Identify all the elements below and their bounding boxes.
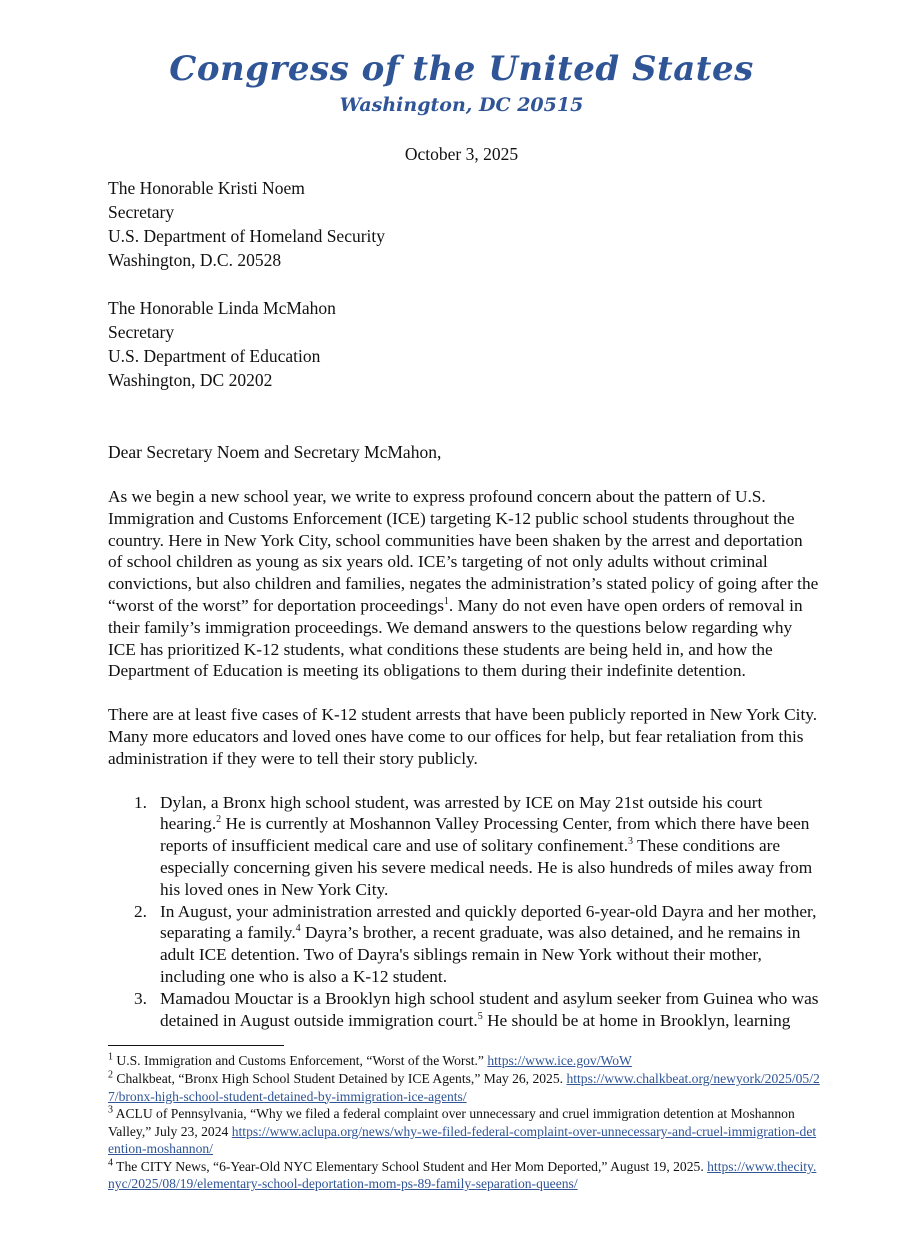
footnote-text: U.S. Immigration and Customs Enforcement, “Worst of the Worst.” [116,1053,488,1069]
footnote [108,1070,820,1105]
footnote-number: 4 [108,1157,113,1169]
footnote [108,1158,820,1193]
list-number: 3. [134,988,147,1008]
recipient-name: The Honorable Kristi Noem [108,178,305,198]
list-item [108,988,820,1032]
footnote-marker: 3 [628,836,634,848]
footnote-link[interactable]: https://www.chalkbeat.org/newyork/2025/05/27/bronx-high-school-student-detained-by-immigration-ice-agents/ [108,1070,820,1104]
letterhead-title: Congress of the United States [169,49,754,89]
list-text: Mamadou Mouctar is a Brooklyn high school student and asylum seeker from Guinea who was detained in August outside immigration court. [160,988,819,1030]
salutation: Dear Secretary Noem and Secretary McMahon, [108,442,442,462]
paragraph-text: As we begin a new school year, we write to express profound concern about the pattern of U.S. Immigration and Customs Enforcement (ICE) targeting K-12 public school students throughout the country. Here in New York City, school communities have been shaken by the arrest and deportation of school children as young as six years old. ICE’s targeting of not only adults without criminal convictions, but also children and families, negates the administration’s stated policy of going after the “worst of the worst” for deportation proceedings [108,487,819,615]
paragraph-text: . Many do not even have open orders of removal in their family’s immigration proceedings. We demand answers to the questions below regarding why ICE has prioritized K-12 students, what conditions these students are being held in, and how the Department of Education is meeting its obligations to them during their indefinite detention. [108,595,803,681]
recipient-address-2 [108,296,820,392]
list-number: 2. [134,901,147,921]
footnotes [108,1052,820,1193]
recipient-city: Washington, DC 20202 [108,370,273,390]
recipient-city: Washington, D.C. 20528 [108,250,282,270]
recipient-department: U.S. Department of Homeland Security [108,226,386,246]
footnote-number: 3 [108,1104,113,1116]
recipient-name: The Honorable Linda McMahon [108,298,336,318]
footnote-marker: 1 [443,596,449,608]
recipient-address-1 [108,176,820,272]
list-number: 1. [134,792,147,812]
footnote-marker: 5 [477,1010,483,1022]
list-item [108,901,820,988]
footnote-divider [108,1045,284,1046]
footnote-number: 1 [108,1051,113,1063]
footnote [108,1052,820,1070]
letterhead-subtitle: Washington, DC 20515 [339,94,584,116]
list-text: Dayra’s brother, a recent graduate, was also detained, and he remains in adult ICE detention. Two of Dayra's siblings remain in New York without their mother, including one who is also a K-12 student. [160,923,801,986]
list-text: Dylan, a Bronx high school student, was arrested by ICE on May 21st outside his court hearing. [160,792,763,834]
list-text: He is currently at Moshannon Valley Processing Center, from which there have been reports of insufficient medical care and use of solitary confinement. [160,814,810,856]
letter-date: October 3, 2025 [404,144,519,164]
list-item [108,792,820,901]
footnote-text: Chalkbeat, “Bronx High School Student Detained by ICE Agents,” May 26, 2025. [116,1070,567,1086]
list-text: He should be at home in Brooklyn, learning [482,1010,791,1030]
footnote-text: The CITY News, “6-Year-Old NYC Elementary School Student and Her Mom Deported,” August 19, 2025. [116,1158,708,1174]
recipient-department: U.S. Department of Education [108,346,321,366]
footnote-link[interactable]: https://www.aclupa.org/news/why-we-filed-federal-complaint-over-unnecessary-and-cruel-immigration-detention-moshannon/ [108,1123,817,1157]
paragraph-1 [108,486,820,682]
list-text: These conditions are especially concerning given his severe medical needs. He is also hundreds of miles away from his loved ones in New York City. [160,836,813,899]
paragraph-2: There are at least five cases of K-12 student arrests that have been publicly reported in New York City. Many more educators and loved ones have come to our offices for help, but fear retaliation from this administration if they were to tell their story publicly. [108,705,818,768]
footnote-text: ACLU of Pennsylvania, “Why we filed a federal complaint over unnecessary and cruel immigration detention at Moshannon Valley,” July 23, 2024 [108,1106,795,1139]
footnote-marker: 2 [216,814,222,826]
footnote-link[interactable]: https://www.thecity.nyc/2025/08/19/elementary-school-deportation-mom-ps-89-family-separation-queens/ [108,1158,817,1192]
list-text: In August, your administration arrested and quickly deported 6-year-old Dayra and her mother, separating a family. [160,901,817,943]
recipient-title: Secretary [108,322,175,342]
footnote-link[interactable]: https://www.ice.gov/WoW [487,1053,632,1069]
student-case-list [108,792,820,1032]
footnote [108,1105,820,1158]
footnote-number: 2 [108,1069,113,1081]
footnote-marker: 4 [295,923,301,935]
recipient-title: Secretary [108,202,175,222]
